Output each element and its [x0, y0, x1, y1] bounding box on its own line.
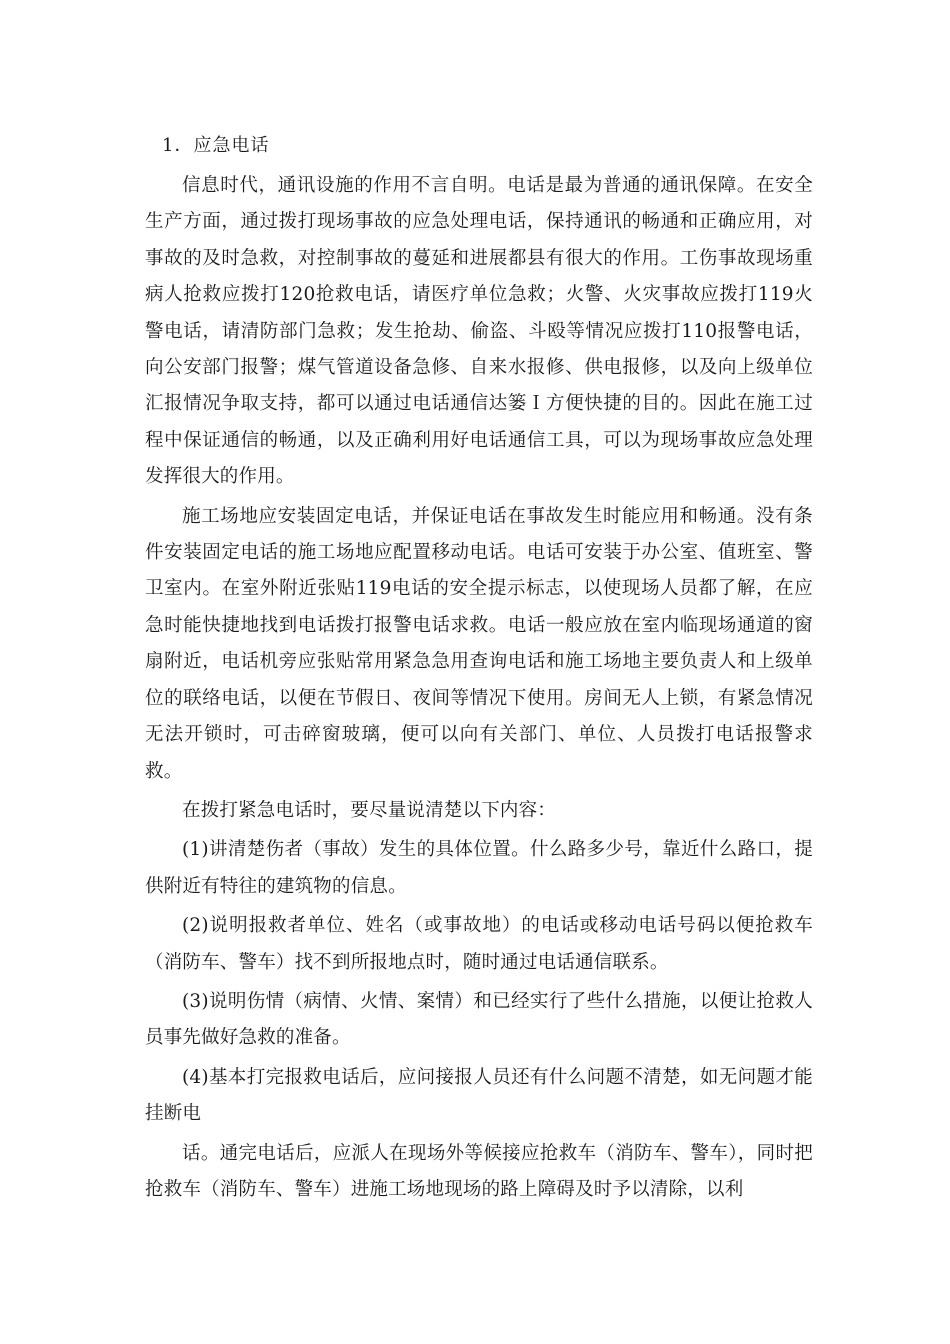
paragraph-intro: 信息时代，通讯设施的作用不言自明。电话是最为普通的通讯保障。在安全生产方面，通过拨打现场事故的应急处理电话，保持通讯的畅通和正确应用，对事故的及时急救，对控制事故的蔓延和进展都县有很大的作用。工伤事故现场重病人抢救应拨打120抢救电话，请医疗单位急救；火警、火灾事故应拨打119火警电话，请清防部门急救；发生抢劫、偷盗、斗殴等情况应拨打110报警电话，向公安部门报警；煤气管道设备急修、自来水报修、供电报修，以及向上级单位汇报情况争取支持，都可以通过电话通信达篓Ｉ方便快捷的目的。因此在施工过程中保证通信的畅通，以及正确利用好电话通信工具，可以为现场事故应急处理发挥很大的作用。	[145, 175, 813, 488]
paragraph-installation: 施工场地应安装固定电话，并保证电话在事故发生时能应用和畅通。没有条件安装固定电话的施工场地应配置移动电话。电话可安装于办公室、值班室、警卫室内。在室外附近张贴119电话的安全提示标志，以使现场人员都了解，在应急时能快捷地找到电话拨打报警电话求救。电话一般应放在室内临现场通道的窗扇附近，电话机旁应张贴常用紧急急用查询电话和施工场地主要负责人和上级单位的联络电话，以便在节假日、夜间等情况下使用。房间无人上锁，有紧急情况无法开锁时，可击碎窗玻璃，便可以向有关部门、单位、人员拨打电话报警求救。	[145, 505, 813, 782]
list-item-2: (2)说明报救者单位、姓名（或事故地）的电话或移动电话号码以便抢救车（消防车、警车）找不到所报地点时，随时通过电话通信联系。	[145, 915, 813, 973]
list-item-1: (1)讲清楚伤者（事故）发生的具体位置。什么路多少号，靠近什么路口，提供附近有特往的建筑物的信息。	[145, 839, 813, 897]
document-body	[145, 168, 813, 1211]
list-item-4: (4)基本打完报救电话后，应问接报人员还有什么问题不清楚，如无问题才能挂断电	[145, 1066, 813, 1125]
paragraph-call-instructions: 在拨打紧急电话时，要尽量说清楚以下内容：	[182, 799, 557, 821]
section-heading: 1．应急电话	[162, 135, 270, 156]
list-item-3: (3)说明伤情（病情、火情、案情）和已经实行了些什么措施，以便让抢救人员事先做好急救的准备。	[145, 990, 813, 1049]
paragraph-after-call: 话。通完电话后，应派人在现场外等候接应抢救车（消防车、警车），同时把抢救车（消防车、警车）进施工场地现场的路上障碍及时予以清除，以利	[145, 1142, 813, 1200]
